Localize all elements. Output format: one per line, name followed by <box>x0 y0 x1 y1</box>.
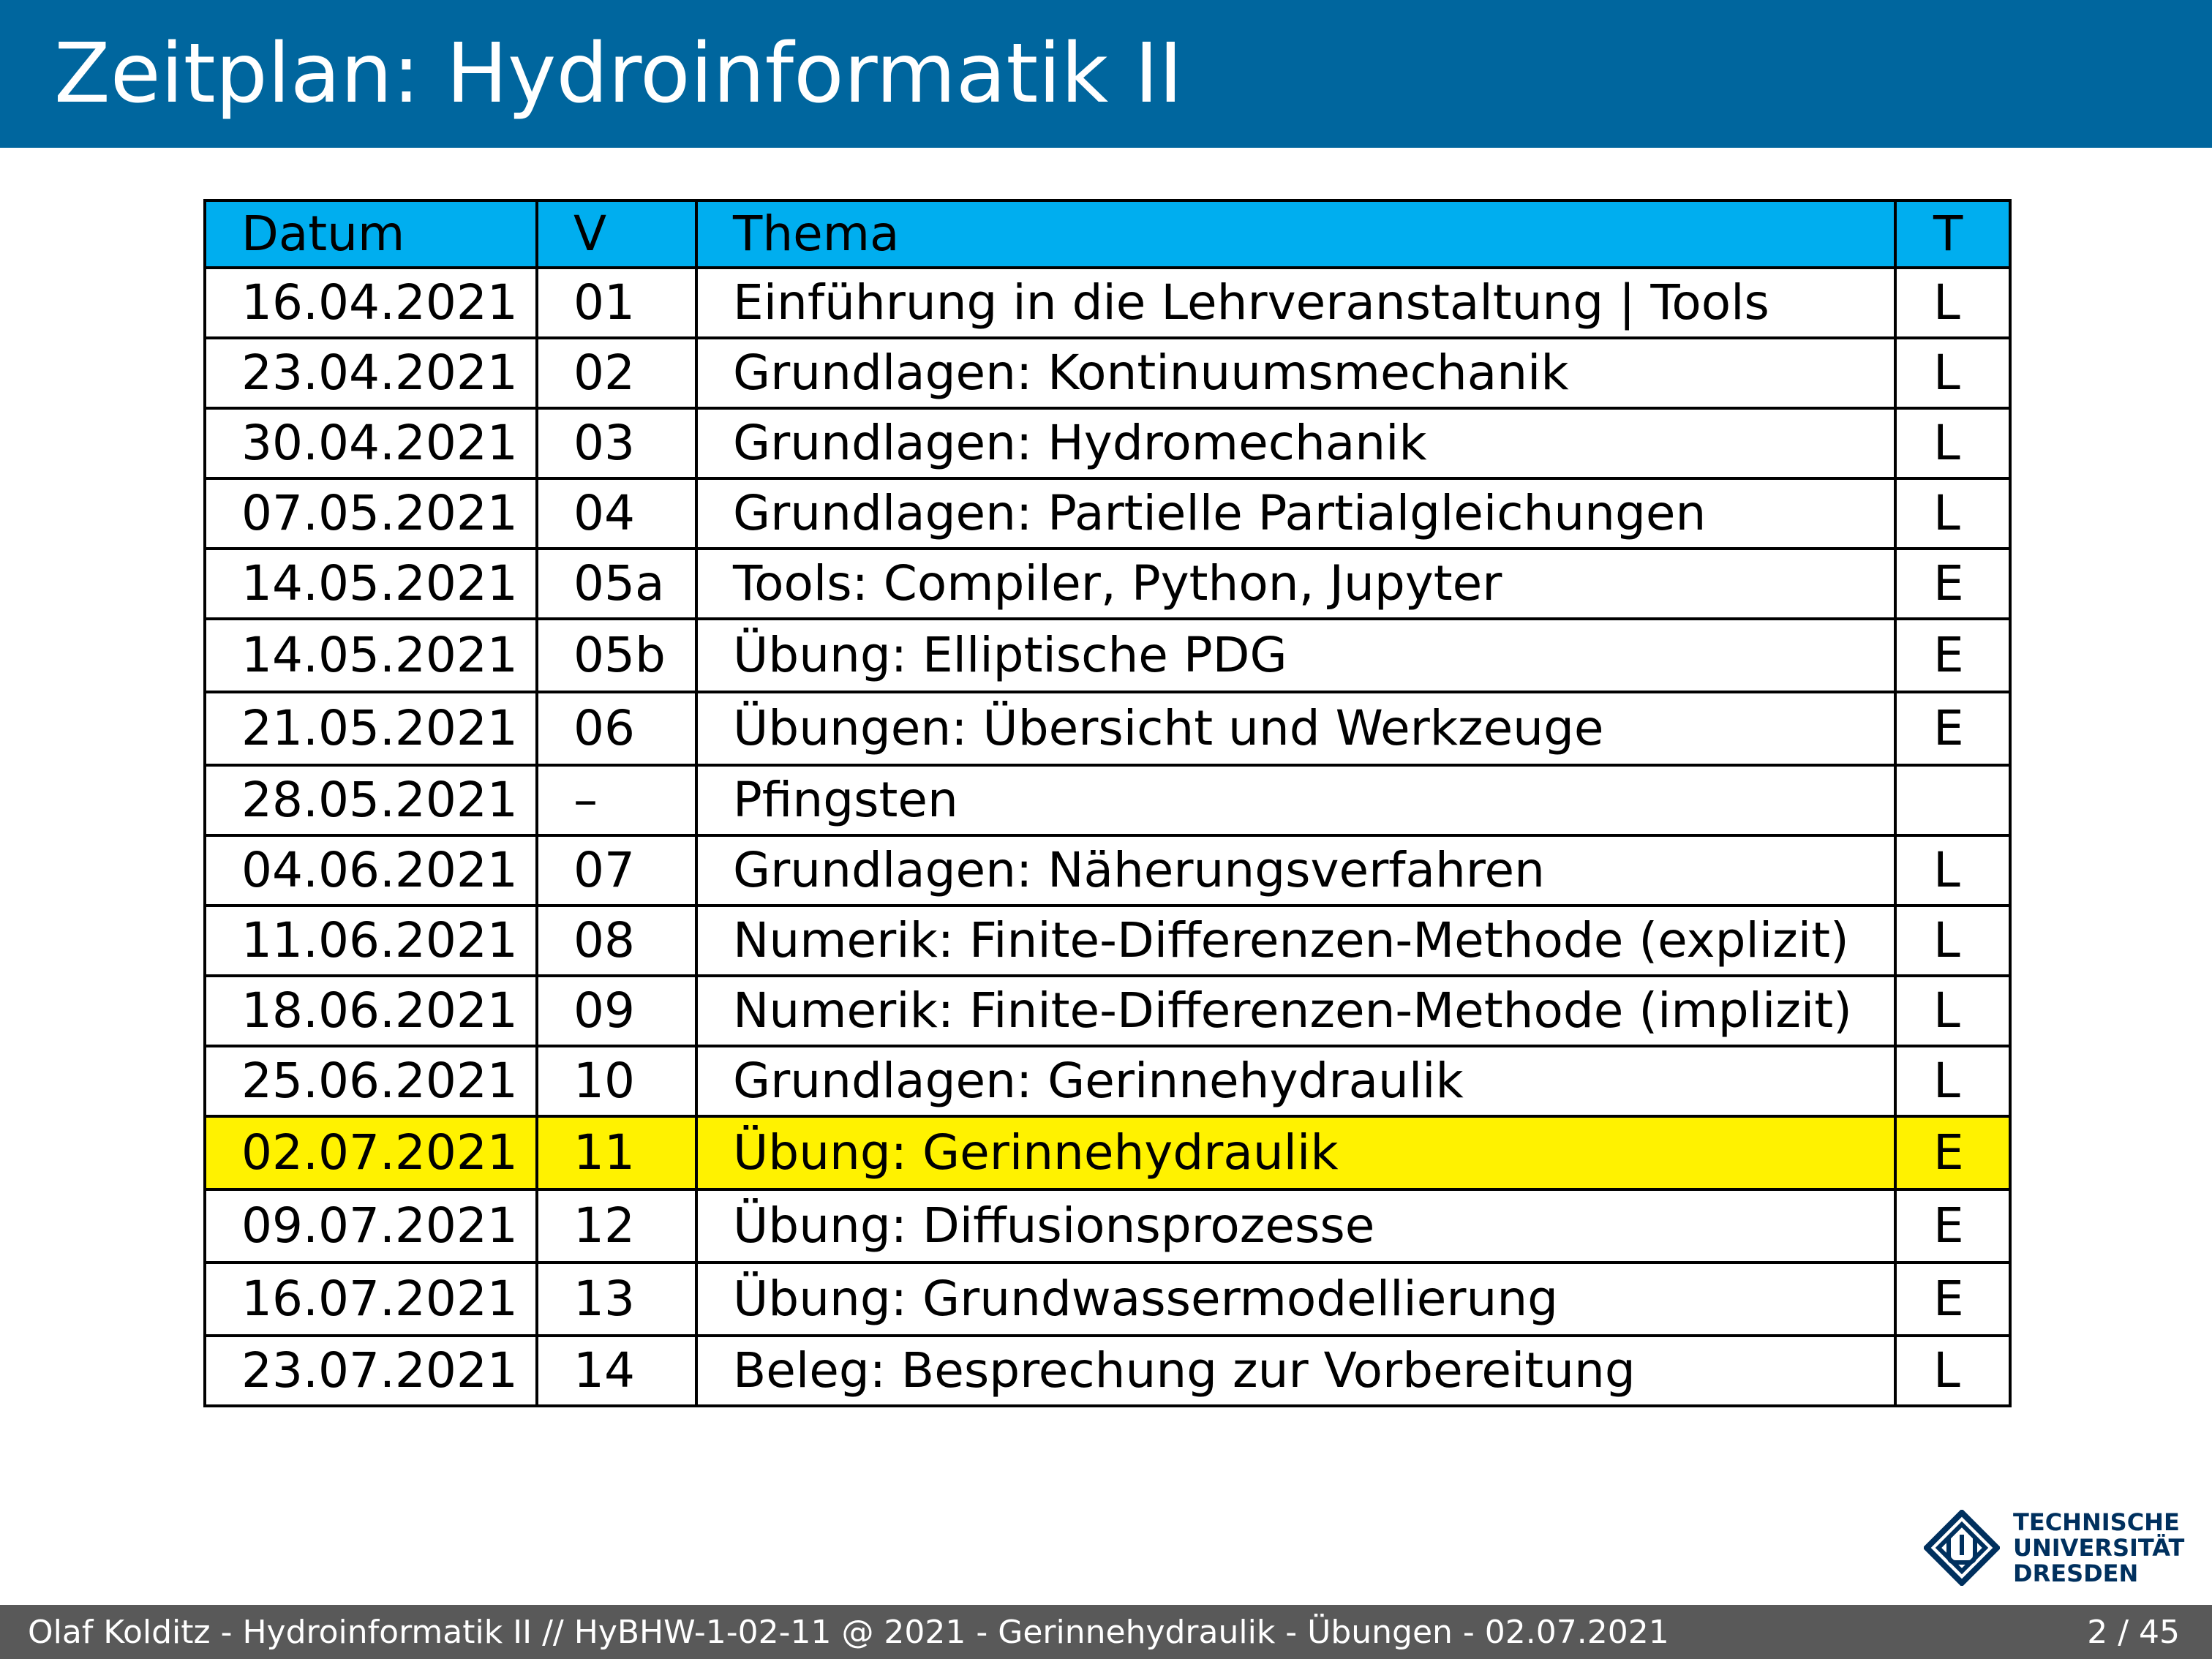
row-date: 25.06.2021 <box>205 1046 537 1116</box>
header-date: Datum <box>205 200 537 268</box>
row-lecture: 09 <box>537 976 696 1046</box>
row-date: 16.04.2021 <box>205 268 537 338</box>
row-type: E <box>1895 619 2010 692</box>
row-lecture: – <box>537 765 696 835</box>
row-topic: Grundlagen: Hydromechanik <box>696 408 1895 478</box>
schedule-table <box>203 199 2012 1407</box>
row-lecture: 05a <box>537 549 696 619</box>
row-date: 04.06.2021 <box>205 835 537 906</box>
row-lecture: 10 <box>537 1046 696 1116</box>
row-type: L <box>1895 976 2010 1046</box>
logo-line-3: DRESDEN <box>2013 1560 2139 1587</box>
row-topic: Numerik: Finite-Differenzen-Methode (explizit) <box>696 906 1895 976</box>
row-date: 14.05.2021 <box>205 619 537 692</box>
row-lecture: 12 <box>537 1189 696 1263</box>
table-row <box>205 408 2010 478</box>
row-type: E <box>1895 1263 2010 1336</box>
row-topic: Pfingsten <box>696 765 1895 835</box>
row-topic: Grundlagen: Gerinnehydraulik <box>696 1046 1895 1116</box>
row-topic: Tools: Compiler, Python, Jupyter <box>696 549 1895 619</box>
row-date: 11.06.2021 <box>205 906 537 976</box>
logo-line-1: TECHNISCHE <box>2013 1508 2180 1536</box>
table-row <box>205 692 2010 765</box>
row-type <box>1895 765 2010 835</box>
footer-bar <box>0 1605 2212 1659</box>
row-topic: Übung: Gerinnehydraulik <box>696 1116 1895 1189</box>
row-type: E <box>1895 692 2010 765</box>
row-lecture: 01 <box>537 268 696 338</box>
row-topic: Grundlagen: Näherungsverfahren <box>696 835 1895 906</box>
footer-info: Olaf Kolditz - Hydroinformatik II // HyBHW-1-02-11 @ 2021 - Gerinnehydraulik - Übungen - 02.07.2021 <box>28 1614 1669 1651</box>
table-row <box>205 835 2010 906</box>
row-date: 09.07.2021 <box>205 1189 537 1263</box>
row-type: L <box>1895 268 2010 338</box>
table-row <box>205 268 2010 338</box>
page-number: 2 / 45 <box>2087 1614 2180 1651</box>
table-row <box>205 1189 2010 1263</box>
row-type: L <box>1895 1046 2010 1116</box>
row-topic: Übung: Grundwassermodellierung <box>696 1263 1895 1336</box>
table-header-row <box>205 200 2010 268</box>
tu-dresden-logo-icon <box>1924 1510 2000 1586</box>
row-date: 16.07.2021 <box>205 1263 537 1336</box>
header-type: T <box>1895 200 2010 268</box>
row-date: 07.05.2021 <box>205 478 537 549</box>
row-lecture: 04 <box>537 478 696 549</box>
university-logo <box>1924 1508 2190 1590</box>
table-row <box>205 619 2010 692</box>
row-date: 30.04.2021 <box>205 408 537 478</box>
row-lecture: 06 <box>537 692 696 765</box>
row-lecture: 11 <box>537 1116 696 1189</box>
row-topic: Grundlagen: Kontinuumsmechanik <box>696 338 1895 408</box>
row-date: 14.05.2021 <box>205 549 537 619</box>
table-row <box>205 1046 2010 1116</box>
logo-wordmark <box>2013 1510 2184 1587</box>
row-type: L <box>1895 1336 2010 1406</box>
table-row <box>205 906 2010 976</box>
header-topic: Thema <box>696 200 1895 268</box>
row-lecture: 07 <box>537 835 696 906</box>
row-type: L <box>1895 906 2010 976</box>
row-type: E <box>1895 1116 2010 1189</box>
table-row <box>205 478 2010 549</box>
table-row <box>205 976 2010 1046</box>
row-lecture: 05b <box>537 619 696 692</box>
row-type: L <box>1895 478 2010 549</box>
row-date: 23.04.2021 <box>205 338 537 408</box>
row-date: 02.07.2021 <box>205 1116 537 1189</box>
table-row <box>205 549 2010 619</box>
table-row <box>205 1336 2010 1406</box>
row-lecture: 08 <box>537 906 696 976</box>
logo-line-2: UNIVERSITÄT <box>2013 1534 2185 1562</box>
row-lecture: 13 <box>537 1263 696 1336</box>
row-lecture: 14 <box>537 1336 696 1406</box>
row-type: L <box>1895 408 2010 478</box>
row-topic: Übung: Elliptische PDG <box>696 619 1895 692</box>
row-date: 18.06.2021 <box>205 976 537 1046</box>
row-date: 21.05.2021 <box>205 692 537 765</box>
title-bar <box>0 0 2212 148</box>
table-row <box>205 338 2010 408</box>
row-topic: Übungen: Übersicht und Werkzeuge <box>696 692 1895 765</box>
row-lecture: 02 <box>537 338 696 408</box>
header-lecture: V <box>537 200 696 268</box>
slide-title: Zeitplan: Hydroinformatik II <box>54 26 1183 121</box>
row-lecture: 03 <box>537 408 696 478</box>
row-type: E <box>1895 549 2010 619</box>
row-date: 28.05.2021 <box>205 765 537 835</box>
table-row-highlighted <box>205 1116 2010 1189</box>
row-topic: Numerik: Finite-Differenzen-Methode (implizit) <box>696 976 1895 1046</box>
table-row <box>205 765 2010 835</box>
row-topic: Einführung in die Lehrveranstaltung | Tools <box>696 268 1895 338</box>
row-topic: Grundlagen: Partielle Partialgleichungen <box>696 478 1895 549</box>
row-type: L <box>1895 338 2010 408</box>
row-type: L <box>1895 835 2010 906</box>
table-row <box>205 1263 2010 1336</box>
row-date: 23.07.2021 <box>205 1336 537 1406</box>
row-topic: Beleg: Besprechung zur Vorbereitung <box>696 1336 1895 1406</box>
row-topic: Übung: Diffusionsprozesse <box>696 1189 1895 1263</box>
row-type: E <box>1895 1189 2010 1263</box>
